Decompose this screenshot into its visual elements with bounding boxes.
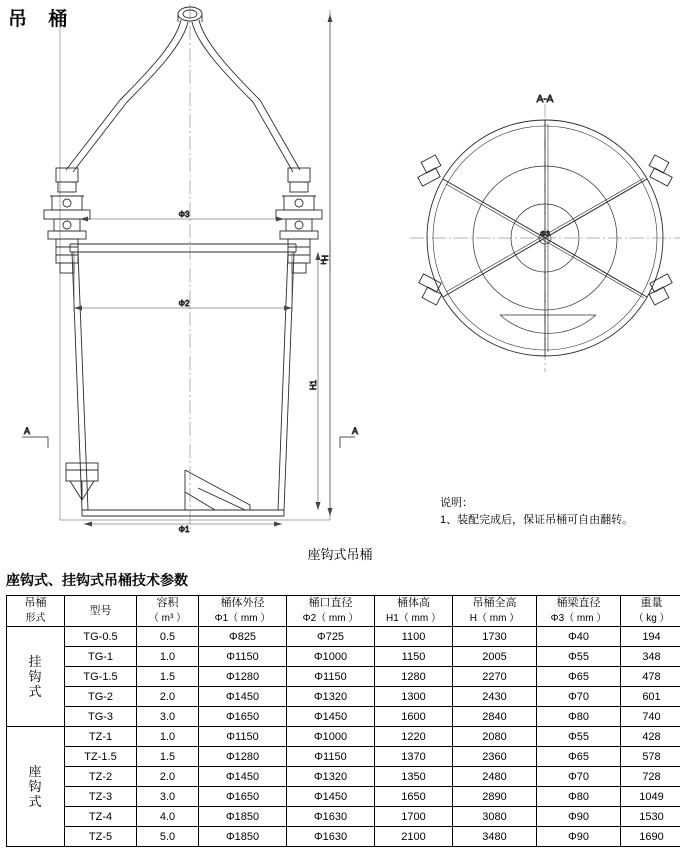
header-cell-volume: 容积 （ m³ ） [137, 596, 199, 627]
cell-total-height: 2270 [453, 667, 537, 687]
cell-model: TG-0.5 [65, 627, 137, 647]
group-label-seat: 座 钩 式 [7, 727, 65, 847]
cell-body-height: 1280 [375, 667, 453, 687]
figure-caption: 座钩式吊桶 [307, 547, 373, 562]
header-cell-weight: 重量 （ kg ） [621, 596, 680, 627]
spec-table [6, 595, 680, 847]
cell-outer-diameter: Φ1850 [199, 807, 287, 827]
svg-text:Φ1: Φ1 [178, 525, 190, 534]
svg-text:Φ2: Φ2 [178, 299, 190, 308]
cell-model: TZ-5 [65, 827, 137, 847]
table-row [7, 787, 680, 807]
svg-text:A: A [352, 426, 359, 436]
note-item: 1、装配完成后，保证吊桶可自由翻转。 [440, 514, 634, 527]
cell-outer-diameter: Φ1150 [199, 647, 287, 667]
cell-weight: 428 [621, 727, 680, 747]
cell-volume: 1.0 [137, 727, 199, 747]
cell-weight: 1690 [621, 827, 680, 847]
cell-body-height: 1150 [375, 647, 453, 667]
cell-total-height: 1730 [453, 627, 537, 647]
note-block [440, 495, 680, 529]
cell-total-height: 2430 [453, 687, 537, 707]
cell-beam-diameter: Φ80 [537, 787, 621, 807]
table-row [7, 827, 680, 847]
cell-weight: 478 [621, 667, 680, 687]
table-title: 座钩式、挂钩式吊桶技术参数 [6, 572, 188, 588]
cell-volume: 2.0 [137, 687, 199, 707]
cell-model: TZ-1 [65, 727, 137, 747]
svg-text:H1: H1 [309, 379, 318, 391]
cell-outer-diameter: Φ825 [199, 627, 287, 647]
cell-volume: 1.5 [137, 747, 199, 767]
header-cell-beam-diameter: 桶梁直径 Φ3（ mm ） [537, 596, 621, 627]
cell-total-height: 2360 [453, 747, 537, 767]
cell-body-height: 1350 [375, 767, 453, 787]
cell-volume: 5.0 [137, 827, 199, 847]
header-cell-model: 型号 [65, 596, 137, 627]
header-cell-body-height: 桶体高 H1（ mm ） [375, 596, 453, 627]
cell-outer-diameter: Φ1650 [199, 707, 287, 727]
cell-weight: 740 [621, 707, 680, 727]
cell-weight: 1530 [621, 807, 680, 827]
page-title: 吊 桶 [8, 9, 76, 30]
cell-body-height: 1100 [375, 627, 453, 647]
svg-text:Φ3: Φ3 [178, 210, 190, 219]
header-cell-outer-diameter: 桶体外径 Φ1（ mm ） [199, 596, 287, 627]
cell-body-height: 1370 [375, 747, 453, 767]
cell-total-height: 3480 [453, 827, 537, 847]
cell-model: TZ-2 [65, 767, 137, 787]
cell-total-height: 2080 [453, 727, 537, 747]
cell-beam-diameter: Φ55 [537, 727, 621, 747]
cell-volume: 1.5 [137, 667, 199, 687]
cell-beam-diameter: Φ65 [537, 747, 621, 767]
cell-mouth-diameter: Φ1630 [287, 807, 375, 827]
cell-model: TG-1.5 [65, 667, 137, 687]
cell-model: TZ-1.5 [65, 747, 137, 767]
cell-total-height: 2840 [453, 707, 537, 727]
cell-body-height: 1300 [375, 687, 453, 707]
cell-beam-diameter: Φ70 [537, 687, 621, 707]
cell-weight: 1049 [621, 787, 680, 807]
cell-body-height: 1650 [375, 787, 453, 807]
cell-model: TZ-4 [65, 807, 137, 827]
svg-text:H: H [321, 255, 330, 261]
cell-model: TG-2 [65, 687, 137, 707]
cell-beam-diameter: Φ65 [537, 667, 621, 687]
cell-mouth-diameter: Φ1630 [287, 827, 375, 847]
cell-total-height: 2005 [453, 647, 537, 667]
cell-body-height: 1600 [375, 707, 453, 727]
cell-weight: 578 [621, 747, 680, 767]
svg-text:Φ3: Φ3 [540, 231, 550, 238]
header-cell-type: 吊桶 形式 [7, 596, 65, 627]
cell-model: TZ-3 [65, 787, 137, 807]
cell-beam-diameter: Φ70 [537, 767, 621, 787]
cell-volume: 0.5 [137, 627, 199, 647]
cell-weight: 601 [621, 687, 680, 707]
note-heading: 说明： [440, 497, 473, 509]
cell-weight: 194 [621, 627, 680, 647]
header-cell-total-height: 吊桶全高 H（ mm ） [453, 596, 537, 627]
table-row [7, 767, 680, 787]
table-row [7, 747, 680, 767]
section-label-text: A-A [536, 94, 554, 105]
cell-total-height: 2480 [453, 767, 537, 787]
cell-beam-diameter: Φ55 [537, 647, 621, 667]
table-row [7, 687, 680, 707]
cell-outer-diameter: Φ1280 [199, 667, 287, 687]
svg-text:A: A [24, 426, 31, 436]
cell-mouth-diameter: Φ1320 [287, 687, 375, 707]
cell-mouth-diameter: Φ1450 [287, 787, 375, 807]
table-row [7, 667, 680, 687]
cell-mouth-diameter: Φ1000 [287, 647, 375, 667]
cell-volume: 3.0 [137, 707, 199, 727]
svg-text:H: H [321, 259, 328, 265]
cell-beam-diameter: Φ80 [537, 707, 621, 727]
cell-mouth-diameter: Φ1150 [287, 667, 375, 687]
cell-body-height: 1220 [375, 727, 453, 747]
cell-outer-diameter: Φ1280 [199, 747, 287, 767]
cell-volume: 4.0 [137, 807, 199, 827]
cell-outer-diameter: Φ1450 [199, 767, 287, 787]
cell-total-height: 2890 [453, 787, 537, 807]
cell-outer-diameter: Φ1150 [199, 727, 287, 747]
cell-model: TG-3 [65, 707, 137, 727]
table-row [7, 807, 680, 827]
cell-body-height: 1700 [375, 807, 453, 827]
cell-mouth-diameter: Φ1150 [287, 747, 375, 767]
header-cell-mouth-diameter: 桶口直径 Φ2（ mm ） [287, 596, 375, 627]
table-row [7, 647, 680, 667]
cell-outer-diameter: Φ1450 [199, 687, 287, 707]
cell-volume: 2.0 [137, 767, 199, 787]
cell-total-height: 3080 [453, 807, 537, 827]
cell-mouth-diameter: Φ1450 [287, 707, 375, 727]
cell-weight: 348 [621, 647, 680, 667]
cell-beam-diameter: Φ90 [537, 827, 621, 847]
cell-beam-diameter: Φ90 [537, 807, 621, 827]
cell-mouth-diameter: Φ1000 [287, 727, 375, 747]
cell-body-height: 2100 [375, 827, 453, 847]
cell-volume: 1.0 [137, 647, 199, 667]
cell-model: TG-1 [65, 647, 137, 667]
table-header-row [7, 596, 680, 627]
cell-beam-diameter: Φ40 [537, 627, 621, 647]
group-label-hook: 挂 钩 式 [7, 627, 65, 727]
cell-mouth-diameter: Φ725 [287, 627, 375, 647]
cell-outer-diameter: Φ1850 [199, 827, 287, 847]
cell-outer-diameter: Φ1650 [199, 787, 287, 807]
table-row [7, 727, 680, 747]
table-row [7, 627, 680, 647]
table-row [7, 707, 680, 727]
cell-mouth-diameter: Φ1320 [287, 767, 375, 787]
cell-volume: 3.0 [137, 787, 199, 807]
cell-weight: 728 [621, 767, 680, 787]
